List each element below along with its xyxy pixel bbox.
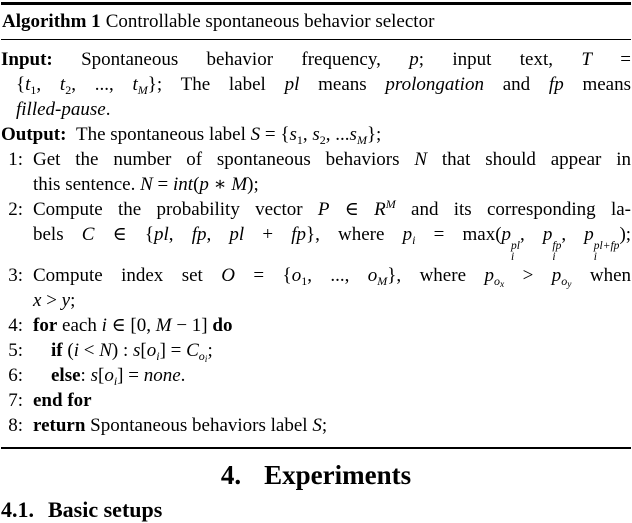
- math-superscript: pl+fp: [593, 240, 620, 252]
- line-content: {$t_1$, $t_2$, ..., $t_M$}; The label pl means prolongation and fp means: [16, 74, 632, 97]
- subsection-number: 4.1.: [1, 497, 34, 522]
- text-run: for: [33, 315, 58, 336]
- algo-text-line: [1, 72, 631, 97]
- math-run: i: [156, 349, 160, 363]
- text-run: 1: [30, 83, 37, 97]
- line-number: 3:: [8, 265, 23, 286]
- math-run: i: [204, 355, 208, 365]
- math-run: O: [221, 265, 235, 286]
- math-run: M: [385, 197, 396, 211]
- math-run: i: [101, 315, 107, 336]
- math-superscript: fp: [552, 240, 562, 252]
- math-run: i: [412, 233, 416, 247]
- math-run: pl: [153, 224, 169, 245]
- math-script-stack: [552, 241, 561, 263]
- math-run: R: [374, 199, 386, 220]
- text-run: 2: [319, 133, 326, 147]
- line-number: 8:: [8, 415, 23, 436]
- text-run: end for: [33, 390, 92, 411]
- text-run: 1: [296, 133, 303, 147]
- line-content: return Spontaneous behaviors label S;: [33, 415, 328, 436]
- math-run: pl: [229, 224, 245, 245]
- line-number: 5:: [8, 340, 23, 361]
- math-run: o: [291, 265, 302, 286]
- algorithm-title: [1, 5, 631, 40]
- math-run: fp: [548, 74, 564, 95]
- math-run: M: [137, 83, 148, 97]
- math-run: o: [146, 340, 157, 361]
- math-run: int: [173, 174, 194, 195]
- algo-step-line: [1, 313, 631, 338]
- algo-text-line: [1, 172, 631, 197]
- math-run: y: [61, 290, 71, 311]
- text-run: if: [51, 340, 63, 361]
- line-number: 6:: [8, 365, 23, 386]
- subsection-title: Basic setups: [48, 497, 163, 522]
- algo-text-line: [1, 97, 631, 122]
- algo-step-line: [1, 338, 631, 363]
- text-run: 1: [301, 274, 308, 288]
- section-heading: [1, 460, 631, 491]
- math-run: N: [99, 340, 112, 361]
- math-run: o: [198, 349, 205, 363]
- math-run: M: [155, 315, 172, 336]
- algo-text-line: [1, 222, 631, 263]
- text-run: Output:: [1, 124, 67, 145]
- math-run: none: [143, 365, 181, 386]
- line-content: for each i ∈ [0, M − 1] do: [33, 315, 233, 336]
- math-run: p: [199, 174, 209, 195]
- text-run: 2: [65, 83, 72, 97]
- text-run: return: [33, 415, 86, 436]
- math-run: o: [104, 365, 114, 386]
- math-run: y: [567, 280, 572, 290]
- line-content: filled-pause.: [16, 99, 111, 120]
- line-content: Get the number of spontaneous behaviors N that should appear in: [33, 149, 632, 170]
- line-content: Output: The spontaneous label $S = \{s_1$, $s_2$, $...s_M$};: [1, 124, 382, 147]
- math-run: t: [25, 74, 31, 95]
- math-run: N: [140, 174, 153, 195]
- math-superscript: pl: [511, 240, 520, 252]
- subsection-heading: [1, 497, 631, 523]
- math-run: C: [186, 340, 199, 361]
- math-run: T: [581, 49, 592, 70]
- algo-step-line: [1, 197, 631, 222]
- line-number: 7:: [8, 390, 23, 411]
- algorithm-body: [1, 40, 631, 447]
- math-run: s: [349, 124, 357, 145]
- math-subscript: i: [552, 251, 556, 263]
- math-run: p: [501, 224, 512, 245]
- line-content: this sentence. N = int(p ∗ M);: [33, 174, 259, 195]
- math-run: fp: [191, 224, 207, 245]
- math-run: fp: [291, 224, 306, 245]
- line-content: x > y;: [33, 290, 76, 311]
- algorithm-block: [1, 2, 631, 449]
- math-run: p: [409, 49, 419, 70]
- math-run: o: [367, 265, 378, 286]
- math-run: M: [231, 174, 248, 195]
- line-content: else: $s[o_i]$ = none.: [51, 365, 186, 388]
- text-run: Input:: [1, 49, 53, 70]
- math-run: s: [132, 340, 141, 361]
- line-content: if (i < N) : $s[o_i] = C_{oi}$;: [51, 340, 213, 365]
- math-run: N: [414, 149, 428, 170]
- line-content: bels C ∈ {pl, fp, pl + fp}, where $p_i = \max(p$ pl i , p fp i , p pl+fp i );: [33, 224, 632, 263]
- algo-text-line: [1, 288, 631, 313]
- math-run: p: [542, 224, 553, 245]
- math-run: p: [402, 224, 413, 245]
- math-subscript: i: [593, 251, 597, 263]
- math-run: M: [377, 274, 388, 288]
- math-script-stack: [511, 241, 520, 263]
- math-run: P: [317, 199, 330, 220]
- algo-step-line: [1, 363, 631, 388]
- line-content: Compute the probability vector P ∈ $R^M$ and its corresponding la-: [33, 197, 631, 220]
- math-run: o: [561, 274, 568, 288]
- math-subscript: i: [511, 251, 515, 263]
- algo-step-line: [1, 413, 631, 438]
- section-number: 4.: [220, 460, 242, 490]
- math-run: i: [113, 374, 118, 388]
- line-number: 2:: [8, 199, 23, 220]
- math-run: s: [90, 365, 98, 386]
- algo-step-line: [1, 147, 631, 172]
- line-content: Input: Spontaneous behavior frequency, p; input text, T =: [1, 49, 632, 70]
- math-run: x: [33, 290, 42, 311]
- math-run: p: [484, 265, 494, 286]
- line-number: 1:: [8, 149, 23, 170]
- math-run: p: [551, 265, 562, 286]
- math-run: s: [312, 124, 320, 145]
- math-run: C: [81, 224, 95, 245]
- text-run: else: [51, 365, 81, 386]
- algo-step-line: [1, 263, 631, 288]
- algo-step-line: [1, 388, 631, 413]
- section-title: Experiments: [264, 460, 412, 490]
- math-run: S: [250, 124, 261, 145]
- text-run: filled-pause: [16, 99, 106, 120]
- text-run: do: [212, 315, 233, 336]
- algorithm-title-text: Controllable spontaneous behavior selector: [105, 11, 435, 32]
- math-run: t: [59, 74, 66, 95]
- math-run: p: [584, 224, 594, 245]
- math-run: i: [73, 340, 79, 361]
- math-run: t: [132, 74, 138, 95]
- math-run: x: [499, 280, 505, 290]
- math-run: s: [289, 124, 297, 145]
- algo-text-line: [1, 122, 631, 147]
- algorithm-label: Algorithm 1: [2, 11, 101, 32]
- line-content: [33, 388, 631, 413]
- math-run: pl: [284, 74, 300, 95]
- line-content: Compute index set $O = \{o_1$, ..., $o_M$}, where $p_{ox} > p_{oy}$ when: [33, 265, 632, 290]
- line-number: 4:: [8, 315, 23, 336]
- algo-text-line: [1, 47, 631, 72]
- math-run: S: [312, 415, 322, 436]
- math-run: o: [493, 274, 500, 288]
- math-script-stack: [594, 241, 620, 263]
- text-run: prolongation: [385, 74, 484, 95]
- math-run: M: [356, 133, 367, 147]
